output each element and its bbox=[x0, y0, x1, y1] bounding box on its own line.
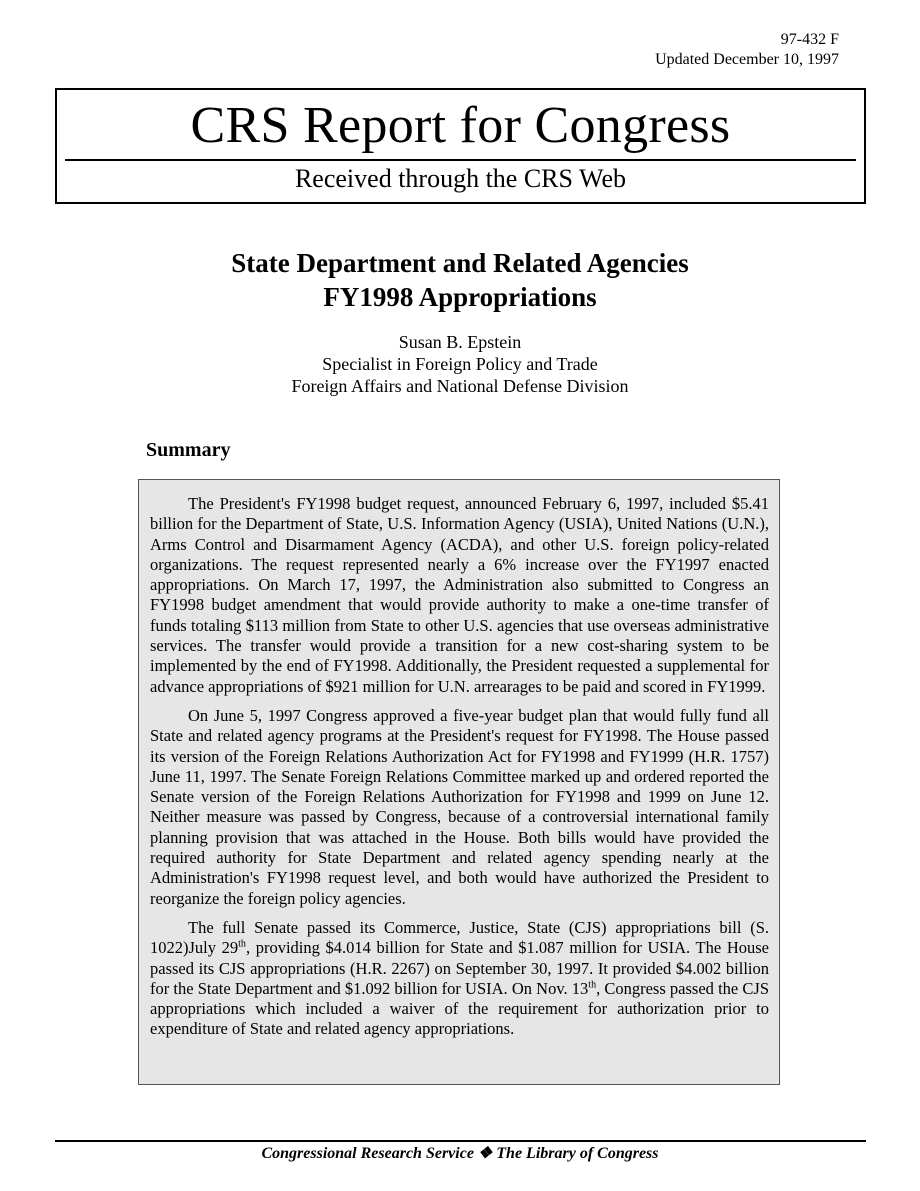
report-title-line-1: State Department and Related Agencies bbox=[231, 248, 689, 278]
report-title-line-2: FY1998 Appropriations bbox=[323, 282, 597, 312]
banner-subtitle: Received through the CRS Web bbox=[294, 164, 627, 193]
document-identifier bbox=[655, 30, 839, 70]
banner-divider bbox=[65, 159, 856, 161]
summary-paragraph-3 bbox=[150, 918, 769, 1040]
author-block bbox=[0, 331, 920, 397]
summary-paragraph-2: On June 5, 1997 Congress approved a five-year budget plan that would fully fund all State and related agency programs at the President's request for FY1998. The House passed its version of the Foreign Relations Authorization Act for FY1998 and FY1999 (H.R. 1757) June 11, 1997. The Senate Foreign Relations Committee marked up and ordered reported the Senate version of the Foreign Relations Authorization for FY1998 and 1999 on June 12. Neither measure was passed by Congress, because of a controversial international family planning provision that was attached in the House. Both bills would have provided the required authority for State Department and related agency spending nearly at the Administration's FY1998 request level, and both would have authorized the President to reorganize the foreign policy agencies. bbox=[150, 705, 769, 908]
summary-p3-part-b: , providing $4.014 billion for State and $1.087 million for USIA. The House passed its CJS appropriations (H.R. 2267) on September 30, 1997. It provided $4.002 billion for the State Department and $1.092 billion for USIA. On Nov. 13 bbox=[150, 938, 770, 998]
summary-heading: Summary bbox=[146, 439, 231, 461]
summary-p3-part-a: The full Senate passed its Commerce, Justice, State (CJS) appropriations bill (S. 1022)July 29 bbox=[150, 917, 769, 958]
footer-text: Congressional Research Service ❖ The Library of Congress bbox=[261, 1145, 659, 1162]
updated-date: Updated December 10, 1997 bbox=[655, 51, 839, 68]
ordinal-suffix: th bbox=[588, 979, 597, 991]
summary-box bbox=[138, 479, 780, 1085]
summary-p3-part-c: , Congress passed the CJS appropriations which included a waiver of the requirement for authorization prior to expenditure of State and related agency appropriations. bbox=[150, 978, 769, 1039]
crs-banner bbox=[55, 88, 866, 204]
author-position: Specialist in Foreign Policy and Trade bbox=[322, 354, 598, 374]
author-division: Foreign Affairs and National Defense Division bbox=[291, 376, 629, 396]
author-name: Susan B. Epstein bbox=[398, 332, 522, 352]
report-title bbox=[0, 246, 920, 314]
banner-title: CRS Report for Congress bbox=[190, 97, 731, 154]
ordinal-suffix: th bbox=[238, 938, 246, 950]
summary-paragraph-1: The President's FY1998 budget request, announced February 6, 1997, included $5.41 billion for the Department of State, U.S. Information Agency (USIA), United Nations (U.N.), Arms Control and Disarmament Agency (ACDA), and other U.S. foreign policy-related organizations. The request represented nearly a 6% increase over the FY1997 enacted appropriations. On March 17, 1997, the Administration also submitted to Congress an FY1998 budget amendment that would provide authority to make a one-time transfer of funds totaling $113 million from State to other U.S. agencies that use overseas administrative services. The transfer would provide a transition for a new cost-sharing system to be implemented by the end of FY1998. Additionally, the President requested a supplemental for advance appropriations of $921 million for U.N. arrearages to be paid and scored in FY1999. bbox=[150, 494, 769, 696]
footer-divider bbox=[55, 1140, 866, 1142]
report-number: 97-432 F bbox=[780, 31, 839, 48]
